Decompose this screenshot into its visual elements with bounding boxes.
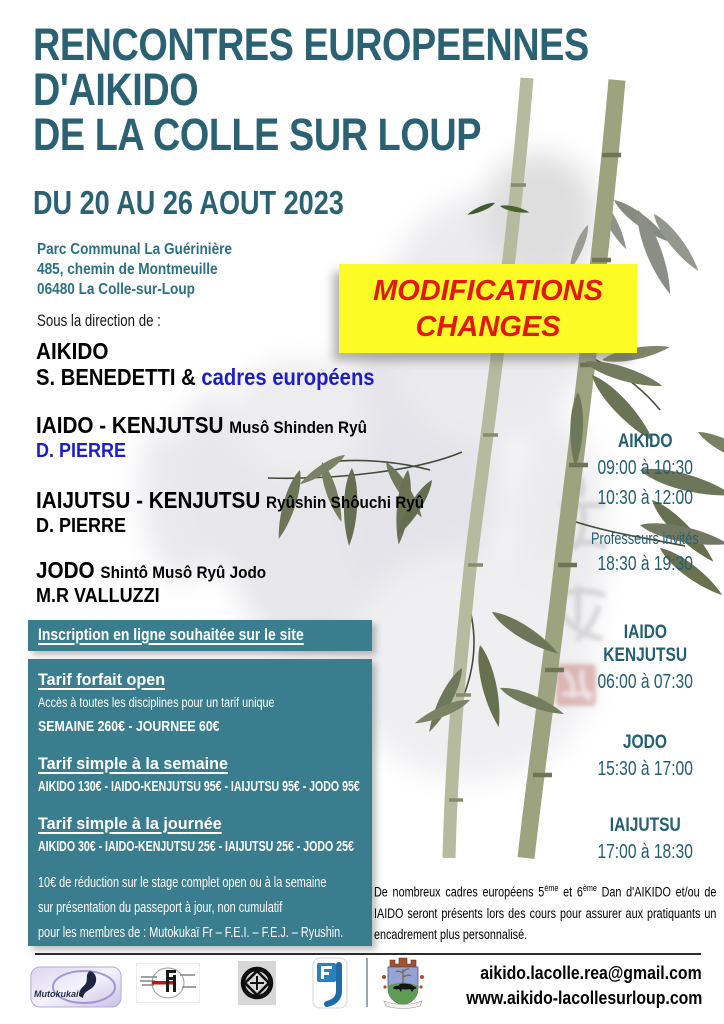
footer-divider	[35, 953, 701, 955]
schedule-panel: AIKIDO 09:00 à 10:30 10:30 à 12:00 Professeurs invités 18:30 à 19:30 IAIDO KENJUTSU 06:00 à 07:30 JODO 15:30 à 17:00 IAIJUTSU 17:00 à 18:30	[560, 430, 724, 867]
direction-label: Sous la direction de :	[37, 311, 161, 330]
iaijutsu-teacher: D. PIERRE	[36, 515, 127, 537]
discipline-iaijutsu-kenjutsu: IAIJUTSU - KENJUTSU Ryûshin Shôuchi Ryû	[36, 487, 425, 513]
event-dates: DU 20 AU 26 AOUT 2023	[33, 184, 344, 221]
online-registration-banner: Inscription en ligne souhaitée sur le site	[28, 620, 372, 651]
venue-address: Parc Communal La Guérinière 485, chemin de Montmeuille 06480 La Colle-sur-Loup	[37, 241, 232, 298]
schedule-guest-teachers: Professeurs invités	[591, 529, 699, 548]
schedule-jodo-title: JODO	[622, 732, 668, 753]
open-rate-title: Tarif forfait open	[38, 670, 166, 689]
schedule-iaijutsu-title: IAIJUTSU	[609, 815, 681, 836]
european-teachers-note: De nombreux cadres européens 5ème et 6ème Dan d'AIKIDO et/ou de IAIDO seront présents lors des cours pour assurer aux pratiquants un encadrement plus personnalisé.	[374, 883, 717, 942]
contact-block	[434, 961, 702, 1011]
discipline-iaido-kenjutsu: IAIDO - KENJUTSU Musô Shinden Ryû	[36, 412, 367, 438]
iaido-federation-logo	[136, 963, 200, 1003]
contact-email[interactable]: aikido.lacolle.rea@gmail.com	[480, 963, 702, 983]
pricing-panel: Tarif forfait open Accès à toutes les disciplines pour un tarif unique SEMAINE 260€ - JOURNEE 60€ Tarif simple à la semaine AIKIDO 130€ - IAIDO-KENJUTSU 95€ - IAIJUTSU 95€ - JODO 95€ Tarif simple à la journée AIKIDO 30€ - IAIDO-KENJUTSU 25€ - IAIJUTSU 25€ - JODO 25€ 10€ de réduction sur le stage complet open ou à la semaine sur présentation du passeport à jour, non cumulatif pour les membres de : Mutokukaï Fr – F.E.I. – F.E.J. – Ryushin.	[28, 659, 372, 946]
iaido-teacher: D. PIERRE	[36, 440, 127, 462]
week-rate-title: Tarif simple à la semaine	[38, 754, 228, 773]
jodo-teacher: M.R VALLUZZI	[36, 585, 160, 607]
la-colle-sur-loup-coat-of-arms	[378, 955, 428, 1011]
poster-title: RENCONTRES EUROPEENNES D'AIKIDO DE LA COLLE SUR LOUP	[33, 19, 589, 160]
modifications-banner: MODIFICATIONS CHANGES	[339, 264, 637, 353]
discipline-aikido: AIKIDO	[36, 338, 109, 364]
schedule-aikido-title: AIKIDO	[617, 431, 673, 452]
contact-website[interactable]: www.aikido-lacollesurloup.com	[465, 988, 702, 1008]
discount-conditions: 10€ de réduction sur le stage complet open ou à la semaine sur présentation du passeport à jour, non cumulatif pour les membres de : Mutokukaï Fr – F.E.I. – F.E.J. – Ryushin.	[38, 875, 344, 941]
footer-vertical-divider	[366, 958, 368, 1007]
mutokukai-logo	[30, 966, 122, 1008]
day-rate-title: Tarif simple à la journée	[38, 814, 222, 833]
discipline-jodo: JODO Shintô Musô Ryû Jodo	[36, 557, 267, 583]
discipline-aikido-teachers: S. BENEDETTI & cadres européens	[36, 364, 375, 390]
jodo-federation-logo	[312, 957, 348, 1009]
ryushin-emblem-logo	[238, 961, 276, 1005]
svg-text:Mutokukai: Mutokukai	[34, 989, 79, 999]
schedule-iaido-title: IAIDO KENJUTSU	[603, 622, 687, 666]
